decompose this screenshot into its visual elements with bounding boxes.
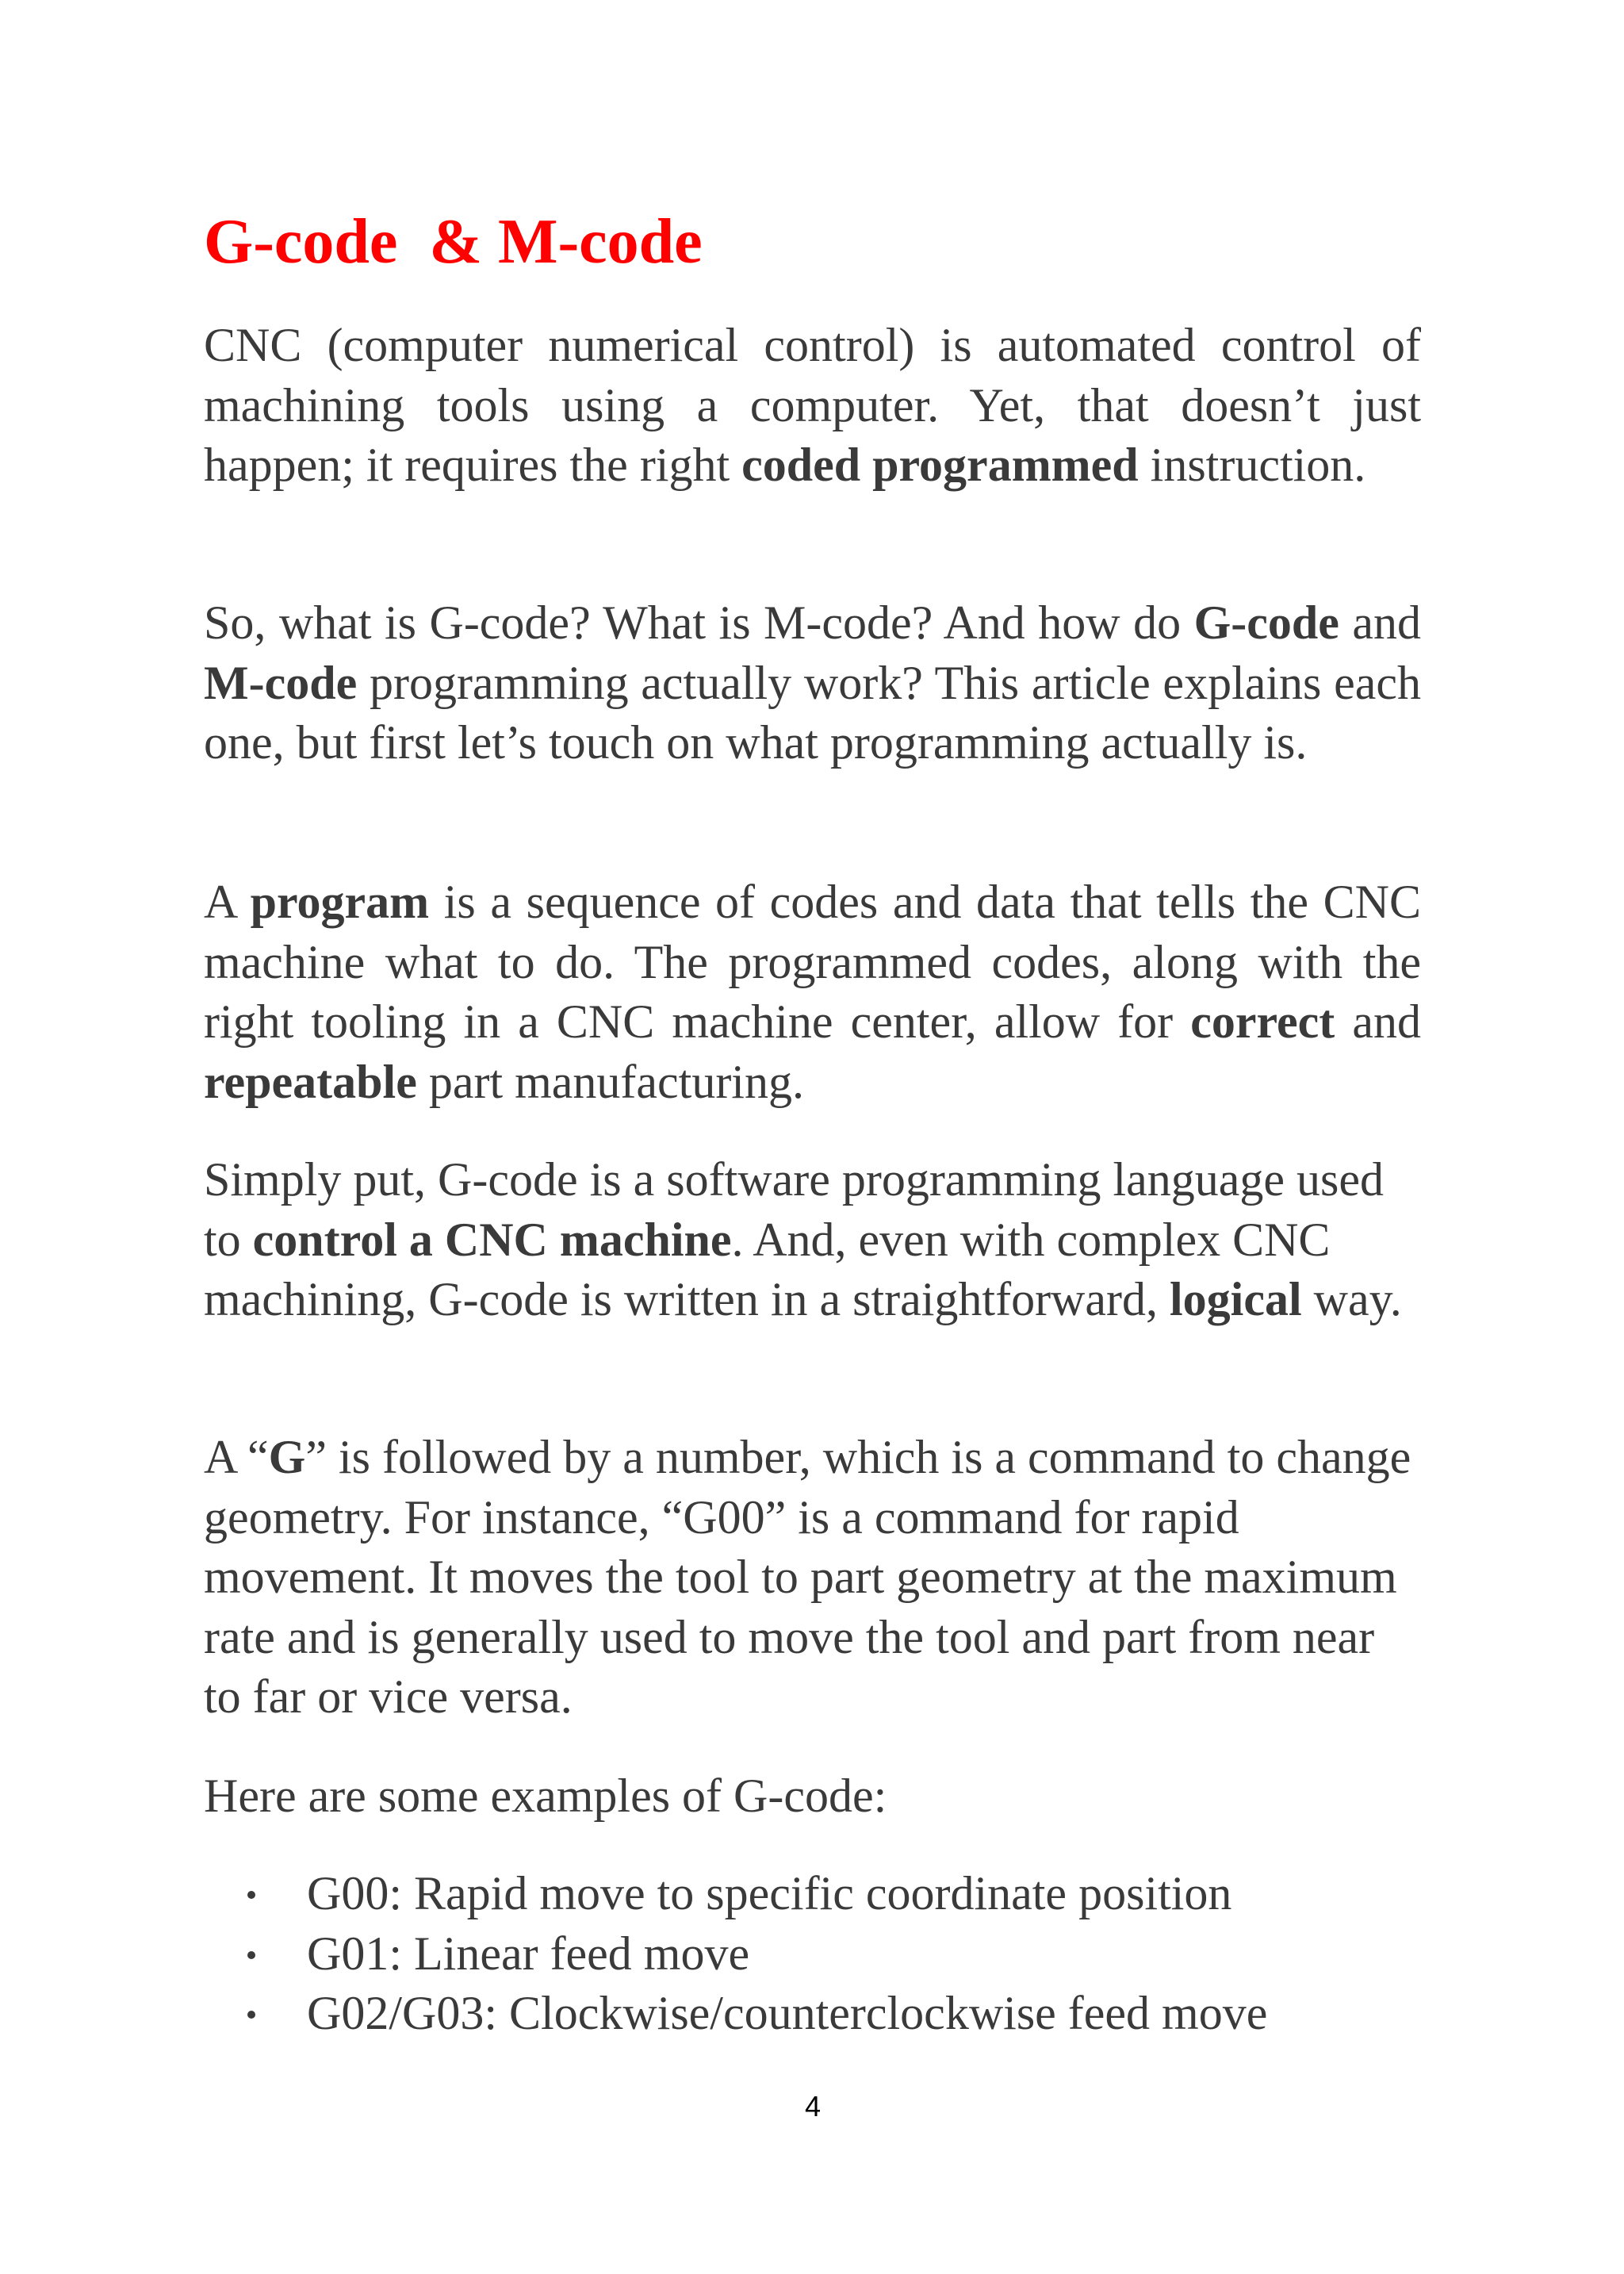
text-run: is a sequence of codes and data that tells the CNC machine what to do. The programmed codes, along with the right tooling in a CNC machine center, allow for xyxy=(204,876,1421,1048)
page-number: 4 xyxy=(804,2090,822,2123)
bullet-icon xyxy=(247,1891,255,1899)
text-run: CNC (computer numerical control) is automated control of machining tools using a computer. Yet, that doesn’t just happen; it requires the right xyxy=(204,319,1421,491)
text-run: and xyxy=(1335,995,1421,1048)
text-run: and xyxy=(1339,596,1421,649)
bold-run: coded programmed xyxy=(741,439,1139,491)
paragraph-examples-intro: Here are some examples of G-code: xyxy=(204,1770,887,1822)
list-item xyxy=(204,1924,1267,1984)
bold-run: program xyxy=(250,876,430,928)
text-run: A xyxy=(204,876,251,928)
page-title: G-code & M-code xyxy=(204,207,703,277)
bold-run: repeatable xyxy=(204,1055,417,1108)
text-run: part manufacturing. xyxy=(416,1055,804,1108)
paragraph-program-definition xyxy=(204,872,1421,1112)
list-item xyxy=(204,1984,1267,2044)
paragraph-g-command xyxy=(204,1428,1421,1728)
bullet-icon xyxy=(247,1951,255,1959)
text-run: instruction. xyxy=(1138,439,1366,491)
list-item-text: G00: Rapid move to specific coordinate position xyxy=(307,1867,1232,1919)
text-run: programming actually work? This article explains each one, but first let’s touch on what programming actually is. xyxy=(204,656,1421,769)
list-item-text: G01: Linear feed move xyxy=(307,1927,750,1980)
paragraph-simply-put xyxy=(204,1150,1421,1330)
paragraph-cnc-intro xyxy=(204,316,1421,496)
text-run: Simply put, G-code is a software programming language used to xyxy=(204,1153,1384,1266)
bold-run: logical xyxy=(1170,1273,1302,1325)
list-item-text: G02/G03: Clockwise/counterclockwise feed move xyxy=(307,1987,1268,2039)
text-run: ” is followed by a number, which is a command to change geometry. For instance, “G00” is a command for rapid movement. It moves the tool to part geometry at the maximum rate and is generally used to move the tool and part from near to far or vice versa. xyxy=(204,1431,1411,1723)
text-run: . And, even with complex CNC machining, G-code is written in a straightforward, xyxy=(204,1213,1331,1325)
paragraph-what-is-gcode xyxy=(204,593,1421,773)
list-item xyxy=(204,1864,1267,1924)
bold-run: M-code xyxy=(204,656,358,709)
text-run: A “ xyxy=(204,1431,269,1483)
bold-run: correct xyxy=(1190,995,1335,1048)
text-run: So, what is G-code? What is M-code? And how do xyxy=(204,596,1194,649)
bold-run: G-code xyxy=(1193,596,1339,649)
bold-run: control a CNC machine xyxy=(252,1213,732,1266)
gcode-examples-list xyxy=(204,1864,1267,2044)
bold-run: G xyxy=(268,1431,306,1483)
bullet-icon xyxy=(247,2011,255,2019)
text-run: way. xyxy=(1301,1273,1402,1325)
